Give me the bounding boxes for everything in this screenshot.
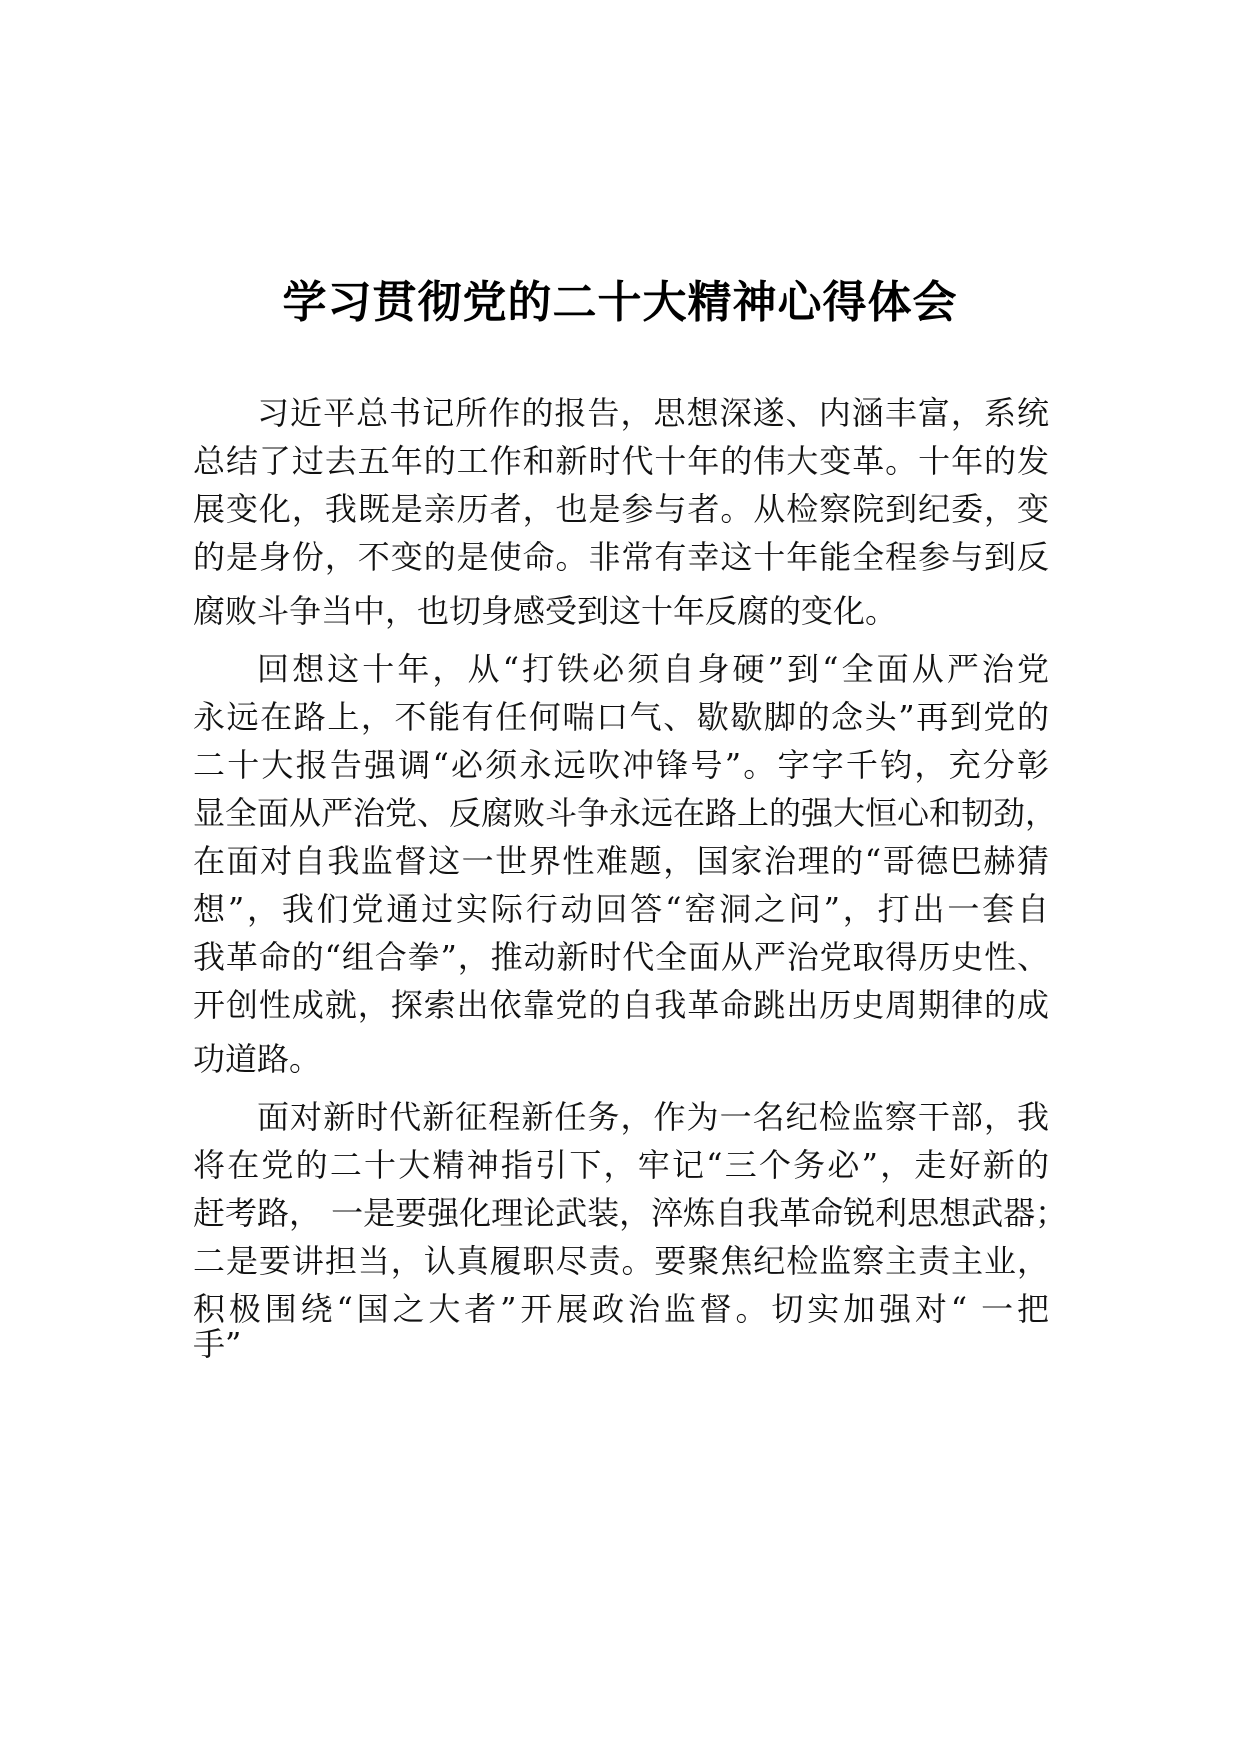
paragraph-line: 手” [193, 1325, 242, 1363]
paragraph-line: 的是身份，不变的是使命。非常有幸这十年能全程参与到反 [193, 538, 1049, 576]
paragraph-line: 显全面从严治党、反腐败斗争永远在路上的强大恒心和韧劲， [193, 794, 1058, 832]
paragraph-line: 开创性成就，探索出依靠党的自我革命跳出历史周期律的成 [193, 986, 1049, 1024]
paragraph-line: 在面对自我监督这一世界性难题，国家治理的“哥德巴赫猜 [193, 842, 1049, 880]
document-title: 学习贯彻党的二十大精神心得体会 [282, 277, 958, 329]
paragraph-line: 将在党的二十大精神指引下，牢记“三个务必”，走好新的 [193, 1146, 1049, 1184]
paragraph-line: 永远在路上，不能有任何喘口气、歇歇脚的念头”再到党的 [193, 698, 1049, 736]
paragraph-line: 二十大报告强调“必须永远吹冲锋号”。字字千钧，充分彰 [193, 746, 1049, 784]
paragraph-line: 想”，我们党通过实际行动回答“窑洞之问”，打出一套自 [193, 890, 1049, 928]
paragraph-line: 积极围绕“国之大者”开展政治监督。切实加强对“ 一把 [193, 1290, 1049, 1328]
paragraph-line: 功道路。 [193, 1040, 322, 1078]
paragraph-line: 面对新时代新征程新任务，作为一名纪检监察干部，我 [257, 1098, 1049, 1136]
paragraph-line: 我革命的“组合拳”，推动新时代全面从严治党取得历史性、 [193, 938, 1049, 976]
paragraph-line: 总结了过去五年的工作和新时代十年的伟大变革。十年的发 [193, 442, 1049, 480]
paragraph-line: 回想这十年，从“打铁必须自身硬”到“全面从严治党 [257, 650, 1049, 688]
paragraph-line: 二是要讲担当，认真履职尽责。要聚焦纪检监察主责主业， [193, 1242, 1049, 1280]
paragraph-line: 习近平总书记所作的报告，思想深遂、内涵丰富，系统 [257, 394, 1049, 432]
paragraph-line: 赶考路， 一是要强化理论武装，淬炼自我革命锐利思想武器； [193, 1194, 1068, 1232]
document-body [193, 0, 1068, 1754]
paragraph-line: 展变化，我既是亲历者，也是参与者。从检察院到纪委，变 [193, 490, 1049, 528]
paragraph-line: 腐败斗争当中，也切身感受到这十年反腐的变化。 [193, 592, 898, 630]
